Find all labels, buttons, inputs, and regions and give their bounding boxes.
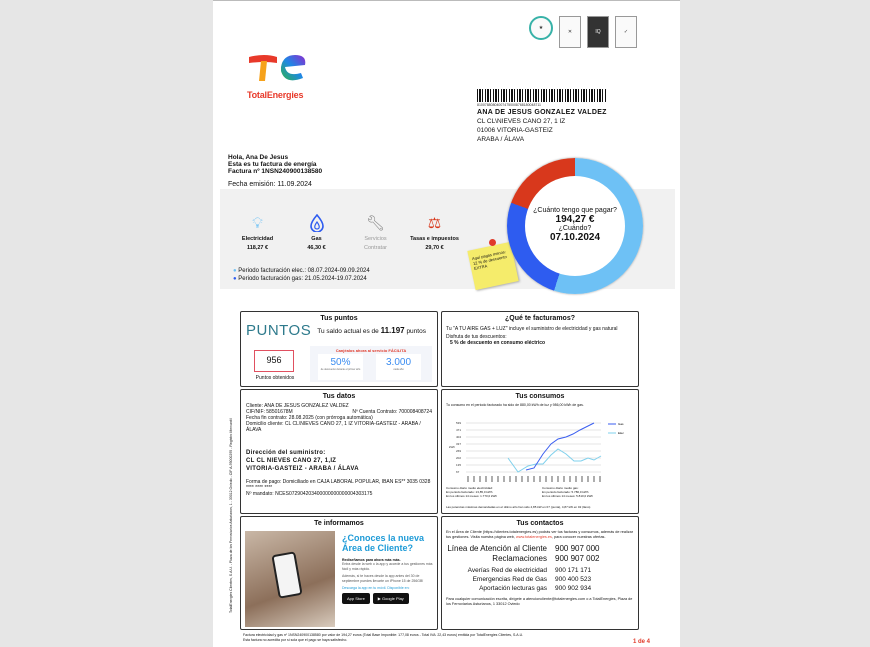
certification-mark-icon: ✕ [559, 16, 581, 48]
category-taxes: ⚖︎ Tasas e impuestos 29,70 € [405, 214, 464, 251]
facturamos-box: ¿Qué te facturamos? Tu "A TU AIRE GAS + LUZ" incluye el suministro de electricidad y gas natural Disfruta de tus descuentos: 5 % de descuento en consumo eléctrico [441, 311, 639, 387]
category-electricity: 💡︎ Electricidad 118,27 € [228, 214, 287, 251]
consumos-title: Tus consumos [515, 393, 565, 400]
play-icon: ▶ [377, 596, 381, 601]
period-gas: Periodo facturación gas: 21.05.2024-19.07.2024 [238, 276, 367, 282]
website-link[interactable]: www.totalenergies.es [516, 534, 552, 539]
payment-date: 07.10.2024 [549, 232, 601, 243]
contactos-outro: Para cualquier comunicación escrita, dirígete a atencioncliente@totalenergies.com o a TotalEnergies, Plaza de los Ferroviarios Asturianos, 1 33012 Oviedo [446, 597, 633, 606]
payment-question: ¿Cuánto tengo que pagar? [533, 207, 617, 214]
consumos-box: Tus consumos Tu consumo en el periodo facturado ha sido de 880,00 kWh de luz y 986,00 kWh de gas. 539 471 404 337 269 202 135 67 kWh Gas Elec Consumo diario medio electricidad: En periodo facturado: 13,85,0 kWh En los últimos 14 meses: 1.770,0 kWh Consumo diario medio gas: En periodo facturado: 5.780,0 kWh En los últimos 14 meses: 5.810,0 kWh Las potencias máximas demandadas en el último año han sido 4,85 kW en 07 (punta), 4,87 kW en 02 (llano) [441, 389, 639, 514]
contratar-link[interactable]: Contratar [364, 245, 387, 251]
greeting-hello: Hola, Ana De Jesus [228, 154, 289, 161]
address-line-1: CL CL\NIEVES CANO 27, 1 IZ [477, 118, 566, 125]
address-line-2: 01006 VITORIA-GASTEIZ [477, 127, 553, 134]
puntos-box: Tus puntos PUNTOS Tu saldo actual es de 11.197 puntos 956 Puntos obtenidos Canjéalos ahora al servicio FÁCILITA 50% de descuento durante el primer año 3.000 cada año [240, 311, 438, 387]
facilita-promo[interactable]: Canjéalos ahora al servicio FÁCILITA 50% de descuento durante el primer año 3.000 cada año [310, 346, 432, 382]
iqnet-badge-icon: IQ [587, 16, 609, 48]
puntos-balance: 11.197 [380, 326, 405, 335]
category-breakdown [228, 214, 464, 251]
certification-badges [529, 16, 637, 48]
address-line-3: ARABA / ÁLAVA [477, 136, 525, 143]
invoice-number: Factura nº 1NSN240900138580 [228, 168, 323, 175]
wrench-icon: 🔧︎ [365, 215, 386, 232]
tax-icon: ⚖︎ [427, 215, 442, 232]
invoice-page [213, 0, 680, 647]
contact-row: Línea de Atención al Cliente 900 907 000 [447, 544, 600, 553]
customer-service-badge-icon: ★ [529, 16, 553, 40]
flame-icon [287, 214, 346, 234]
contact-row: Aportación lecturas gas 900 902 934 [479, 585, 592, 592]
side-legal-text: TotalEnergies Clientes, S.A.U. - Plaza de los Ferroviarios Asturianos, 1 - 33012 Oviedo - CIF A-95000295 - Registro Mercantil [229, 418, 233, 613]
barcode-number: 810078808040074750008768180048711 [477, 103, 541, 107]
billing-periods [233, 267, 370, 283]
puntos-obtained: 956 [254, 350, 294, 372]
ukas-badge-icon: ✓ [615, 16, 637, 48]
svg-text:404: 404 [456, 435, 462, 439]
greeting [228, 154, 322, 175]
barcode [477, 89, 607, 102]
contact-row: Emergencias Red de Gas 900 400 523 [472, 576, 592, 583]
informamos-title: Te informamos [314, 520, 364, 527]
datos-title: Tus datos [322, 393, 356, 400]
svg-text:Gas: Gas [618, 422, 624, 426]
svg-text:202: 202 [456, 456, 462, 460]
consumption-line-chart [446, 416, 636, 486]
category-services[interactable]: 🔧︎ Servicios Contratar [346, 214, 405, 251]
phone-icon [271, 551, 302, 598]
period-elec: Periodo facturación elec.: 08.07.2024-09.09.2024 [238, 268, 370, 274]
brand-name: TotalEnergies [247, 90, 304, 100]
payment-summary [525, 176, 625, 276]
svg-text:135: 135 [456, 463, 462, 467]
informamos-headline: ¿Conoces la nueva Área de Cliente? [342, 533, 425, 553]
svg-text:539: 539 [456, 421, 462, 425]
recipient-address [477, 108, 607, 144]
datos-box: Tus datos Cliente: ANA DE JESUS GONZALEZ VALDEZ CIF/NIF: 58501678M Nº Cuenta Contrato: 700008408724 Fecha fin contrato: 28.08.2025 (con prórroga automática) Domicilio cliente: CL CL\NIEVES CANO 27, 1 IZ VITORIA-GASTEIZ - ARABA / ÁLAVA Dirección del suministro: CL CL NIEVES CANO 27, 1,IZ VITORIA-GASTEIZ - ARABA / ÁLAVA Forma de pago: Domiciliado en CAJA LABORAL POPULAR, IBAN ES** 3035 0328 **** **** **** Nº mandato: NCES072904203400000000000004303175 [240, 389, 438, 514]
puntos-title: Tus puntos [320, 315, 358, 322]
contactos-box: Tus contactos En el Área de Cliente (https://clientes.totalenergies.es) podrás ver tus facturas y consumos, además de realizar tus gestiones. Visita nuestra página web, www.totalenergies.es, para conocer nuestras ofertas. Línea de Atención al Cliente 900 907 000 Reclamaciones 900 907 002 Averías Red de electricidad 900 171 171 Emergencias Red de Gas 900 400 523 Aportación lecturas gas 900 902 934 Para cualquier comunicación escrita, dirígete a atencioncliente@totalenergies.com o a TotalEnergies, Plaza de los Ferroviarios Asturianos, 1 33012 Oviedo [441, 516, 639, 630]
issue-date: Fecha emisión: 11.09.2024 [228, 181, 312, 188]
svg-text:67: 67 [456, 470, 460, 474]
sticky-note: Aquí pagas menos: 12 % de descuento EXTRA [467, 242, 518, 290]
svg-text:471: 471 [456, 428, 462, 432]
puntos-logo: PUNTOS [246, 322, 312, 339]
contact-row: Reclamaciones 900 907 002 [492, 554, 600, 563]
page-number: 1 de 4 [633, 639, 651, 645]
brand-mark-icon [247, 51, 311, 83]
svg-text:337: 337 [456, 442, 462, 446]
payment-amount: 194,27 € [555, 214, 595, 225]
potencias-note: Las potencias máximas demandadas en el último año han sido 4,85 kW en 07 (punta), 4,87 kW en 02 (llano) [446, 505, 591, 509]
svg-text:kWh: kWh [449, 445, 455, 449]
svg-text:269: 269 [456, 449, 462, 453]
payment-when: ¿Cuándo? [558, 225, 592, 232]
facturamos-title: ¿Qué te facturamos? [504, 315, 575, 322]
puntos-obtained-label: Puntos obtenidos [255, 375, 295, 381]
pin-icon [489, 239, 496, 246]
svg-text:Elec: Elec [618, 431, 624, 435]
bulb-icon: 💡︎ [252, 215, 263, 232]
footer-legal: Factura electricidad y gas nº 1NSN240900138580 por valor de 194,27 euros (Total Base Imponible: 177,08 euros - Total IVA: 22,43 euros) emitida por TotalEnergies Clientes, S.A.U. Esta factura no acredita por sí sola que el pago se haya satisfecho. [243, 633, 524, 642]
contact-row: Averías Red de electricidad 900 171 171 [467, 567, 592, 574]
gas-avg: Consumo diario medio gas: En periodo facturado: 5.780,0 kWh En los últimos 14 meses: 5.810,0 kWh [542, 486, 594, 498]
elec-avg: Consumo diario medio electricidad: En periodo facturado: 13,85,0 kWh En los últimos 14 meses: 1.770,0 kWh [446, 486, 498, 498]
contactos-title: Tus contactos [516, 520, 564, 527]
category-gas: Gas 46,30 € [287, 214, 346, 251]
totalenergies-logo [247, 51, 315, 100]
informamos-box: Te informamos ¿Conoces la nueva Área de Cliente? Rediseñamos para ahora más más. Entra desde la web o la app y accede a tus gestiones más fácil y más rápido. Además, si te haces desde la app antes del 30 de septiembre puedes llevarte un iPhone 15 de 256GB! Descarga la app en tu móvil. Disponible en: App Store ▶ Google Play [240, 516, 438, 630]
recipient-name: ANA DE JESUS GONZALEZ VALDEZ [477, 109, 607, 116]
app-store-button[interactable]: App Store [342, 593, 370, 604]
greeting-subtitle: Esta es tu factura de energía [228, 161, 317, 168]
bulb-icon: ● [233, 268, 237, 274]
flame-icon: ● [233, 276, 237, 282]
payment-donut-chart [507, 158, 643, 294]
google-play-button[interactable]: ▶ Google Play [373, 593, 409, 604]
phone-promo-image [245, 531, 335, 627]
